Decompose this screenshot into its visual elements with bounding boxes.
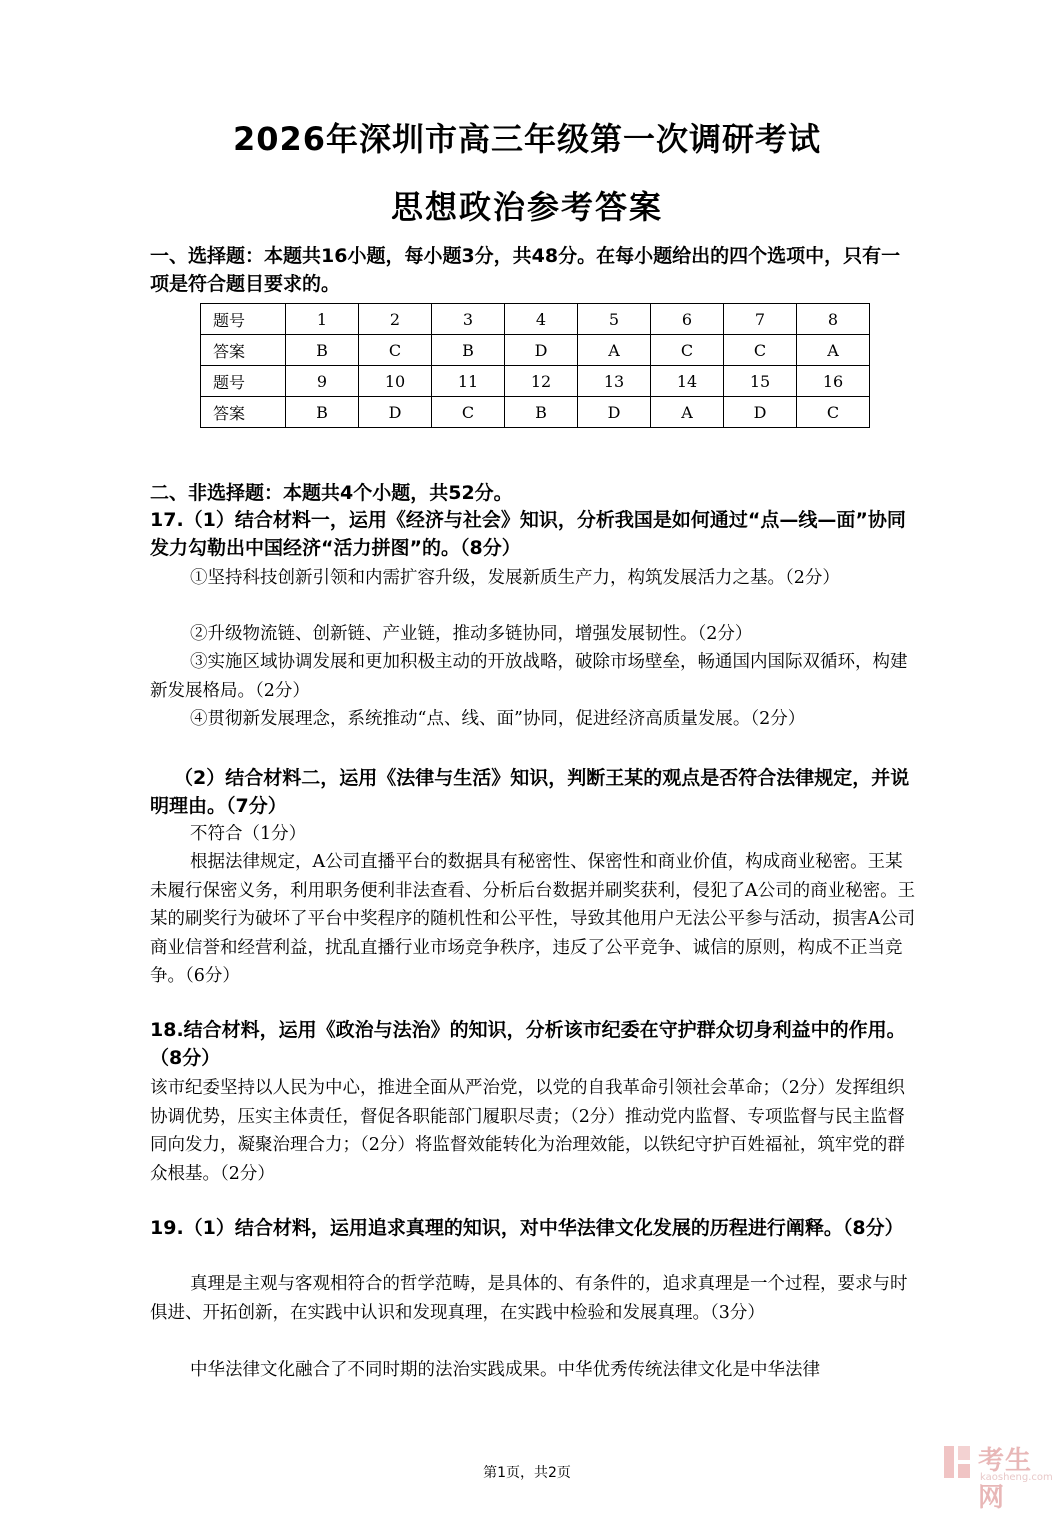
q17-2-question: （2）结合材料二，运用《法律与生活》知识，判断王某的观点是否符合法律规定，并说明理由。（7分） <box>150 767 910 817</box>
page-number: 第1页，共2页 <box>483 1465 571 1481</box>
table-cell: 答案 <box>201 335 286 366</box>
table-cell: D <box>578 397 651 428</box>
table-cell: B <box>432 335 505 366</box>
table-cell: A <box>797 335 870 366</box>
q17-1-answer-2: ②升级物流链、创新链、产业链，推动多链协同，增强发展韧性。（2分） <box>190 624 753 644</box>
answer-table <box>200 303 870 428</box>
q17-1-answer-3: ③实施区域协调发展和更加积极主动的开放战略，破除市场壁垒，畅通国内国际双循环，构建新发展格局。（2分） <box>150 652 908 701</box>
table-cell: 1 <box>286 304 359 335</box>
table-cell: D <box>724 397 797 428</box>
table-cell: 3 <box>432 304 505 335</box>
table-cell: C <box>797 397 870 428</box>
q19-1-answer-2: 中华法律文化融合了不同时期的法治实践成果。中华优秀传统法律文化是中华法律 <box>190 1360 820 1380</box>
q17-1-question: 17.（1）结合材料一，运用《经济与社会》知识，分析我国是如何通过“点—线—面”协同发力勾勒出中国经济“活力拼图”的。（8分） <box>150 509 906 559</box>
table-cell: 5 <box>578 304 651 335</box>
table-cell: A <box>578 335 651 366</box>
page-title: 2026年深圳市高三年级第一次调研考试 <box>232 120 822 158</box>
q19-1-question: 19.（1）结合材料，运用追求真理的知识，对中华法律文化发展的历程进行阐释。（8分） <box>150 1217 904 1239</box>
table-cell: 答案 <box>201 397 286 428</box>
page-subtitle: 思想政治参考答案 <box>390 188 663 226</box>
table-cell: D <box>505 335 578 366</box>
table-cell: 题号 <box>201 366 286 397</box>
table-cell: 6 <box>651 304 724 335</box>
q17-2-answer-2: 根据法律规定，A公司直播平台的数据具有秘密性、保密性和商业价值，构成商业秘密。王某未履行保密义务，利用职务便利非法查看、分析后台数据并刷奖获利，侵犯了A公司的商业秘密。王某的刷奖行为破坏了平台中奖程序的随机性和公平性，导致其他用户无法公平参与活动，损害A公司商业信誉和经营利益，扰乱直播行业市场竞争秩序，违反了公平竞争、诚信的原则，构成不正当竞争。（6分） <box>150 852 916 986</box>
table-cell: 16 <box>797 366 870 397</box>
section1-heading: 一、选择题：本题共16小题，每小题3分，共48分。在每小题给出的四个选项中，只有一项是符合题目要求的。 <box>150 245 901 295</box>
table-cell: C <box>359 335 432 366</box>
section2-heading: 二、非选择题：本题共4个小题，共52分。 <box>150 482 513 504</box>
table-cell: A <box>651 397 724 428</box>
table-row <box>201 304 870 335</box>
q17-1-answer-1: ①坚持科技创新引领和内需扩容升级，发展新质生产力，构筑发展活力之基。（2分） <box>190 568 840 588</box>
table-cell: C <box>651 335 724 366</box>
table-cell: C <box>432 397 505 428</box>
table-cell: 10 <box>359 366 432 397</box>
q18-question: 18.结合材料，运用《政治与法治》的知识，分析该市纪委在守护群众切身利益中的作用。（8分） <box>150 1019 906 1069</box>
table-cell: 题号 <box>201 304 286 335</box>
table-cell: 12 <box>505 366 578 397</box>
table-cell: 11 <box>432 366 505 397</box>
watermark-subtext: kaosheng.com <box>980 1472 1053 1483</box>
q19-1-answer-1: 真理是主观与客观相符合的哲学范畴，是具体的、有条件的，追求真理是一个过程，要求与时俱进、开拓创新，在实践中认识和发现真理，在实践中检验和发展真理。（3分） <box>150 1274 908 1323</box>
q18-answer: 该市纪委坚持以人民为中心，推进全面从严治党，以党的自我革命引领社会革命；（2分）发挥组织协调优势，压实主体责任，督促各职能部门履职尽责；（2分）推动党内监督、专项监督与民主监督同向发力，凝聚治理合力；（2分）将监督效能转化为治理效能，以铁纪守护百姓福祉，筑牢党的群众根基。（2分） <box>150 1078 905 1184</box>
table-cell: B <box>286 335 359 366</box>
q17-1-answer-4: ④贯彻新发展理念，系统推动“点、线、面”协同，促进经济高质量发展。（2分） <box>190 709 806 729</box>
table-cell: 14 <box>651 366 724 397</box>
table-row <box>201 366 870 397</box>
table-cell: 8 <box>797 304 870 335</box>
table-cell: 2 <box>359 304 432 335</box>
table-row <box>201 335 870 366</box>
table-cell: B <box>286 397 359 428</box>
table-cell: D <box>359 397 432 428</box>
watermark-logo-icon <box>942 1442 972 1482</box>
table-cell: 13 <box>578 366 651 397</box>
table-cell: B <box>505 397 578 428</box>
table-row <box>201 397 870 428</box>
watermark-text: 考生网 <box>978 1446 1033 1513</box>
q17-2-answer-1: 不符合（1分） <box>190 824 307 844</box>
table-cell: 9 <box>286 366 359 397</box>
table-cell: C <box>724 335 797 366</box>
table-cell: 7 <box>724 304 797 335</box>
watermark <box>942 1440 1053 1513</box>
table-cell: 4 <box>505 304 578 335</box>
table-cell: 15 <box>724 366 797 397</box>
